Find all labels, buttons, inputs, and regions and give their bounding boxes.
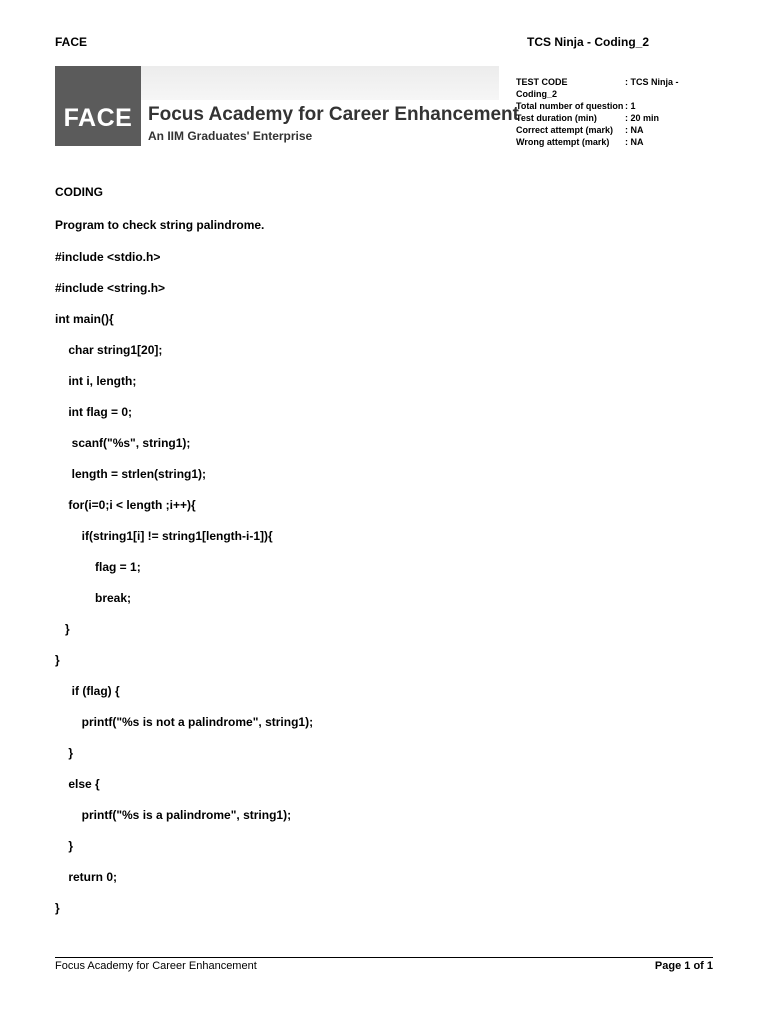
organization-name: Focus Academy for Career Enhancement [148,104,519,125]
page-number: Page 1 of 1 [654,960,713,972]
code-line: #include <stdio.h> [55,250,161,264]
code-line: int flag = 0; [55,405,133,419]
test-info-key: Total number of question [516,101,624,111]
test-info-row [516,112,696,124]
header-right: TCS Ninja - Coding_2 [527,35,650,49]
test-info-value [625,88,696,100]
test-info-key: Test duration (min) [516,113,597,123]
code-line: printf("%s is not a palindrome", string1); [55,715,314,729]
logo-box [55,66,141,146]
section-title: CODING [55,185,103,199]
test-info-row [516,124,696,136]
code-line: #include <string.h> [55,281,166,295]
code-line: } [55,746,74,760]
test-info-key: Coding_2 [516,89,558,99]
code-line: } [55,901,60,915]
test-info-key: Wrong attempt (mark) [516,137,610,147]
organization-tagline: An IIM Graduates' Enterprise [148,129,313,143]
banner-shade [141,66,499,100]
test-info-row [516,100,696,112]
code-line: } [55,839,74,853]
code-line: printf("%s is a palindrome", string1); [55,808,292,822]
logo-text: FACE [63,104,133,132]
footer-organization: Focus Academy for Career Enhancement [55,960,257,972]
code-line: length = strlen(string1); [55,467,207,481]
code-line: scanf("%s", string1); [55,436,191,450]
test-info-row [516,88,696,100]
question-text: Program to check string palindrome. [55,218,265,232]
code-line: int i, length; [55,374,137,388]
test-info-value: : NA [625,137,644,147]
test-info-value: : 1 [625,101,636,111]
code-line: for(i=0;i < length ;i++){ [55,498,196,512]
code-line: break; [55,591,132,605]
code-line: int main(){ [55,312,114,326]
code-line: if (flag) { [55,684,120,698]
code-line: if(string1[i] != string1[length-i-1]){ [55,529,273,543]
test-info-value: : NA [625,125,644,135]
footer-divider [55,957,713,958]
test-info-value: : TCS Ninja - [625,77,679,87]
header-left: FACE [55,35,88,49]
code-line: else { [55,777,100,791]
code-line: } [55,622,70,636]
test-info-value: : 20 min [625,113,660,123]
test-info-key: Correct attempt (mark) [516,125,614,135]
test-info-table [516,76,696,148]
test-info-key: TEST CODE [516,77,568,87]
test-info-row [516,136,696,148]
test-info-row [516,76,696,88]
face-banner-logo [55,66,519,146]
code-line: char string1[20]; [55,343,163,357]
code-line: flag = 1; [55,560,141,574]
code-line: } [55,653,60,667]
code-line: return 0; [55,870,118,884]
